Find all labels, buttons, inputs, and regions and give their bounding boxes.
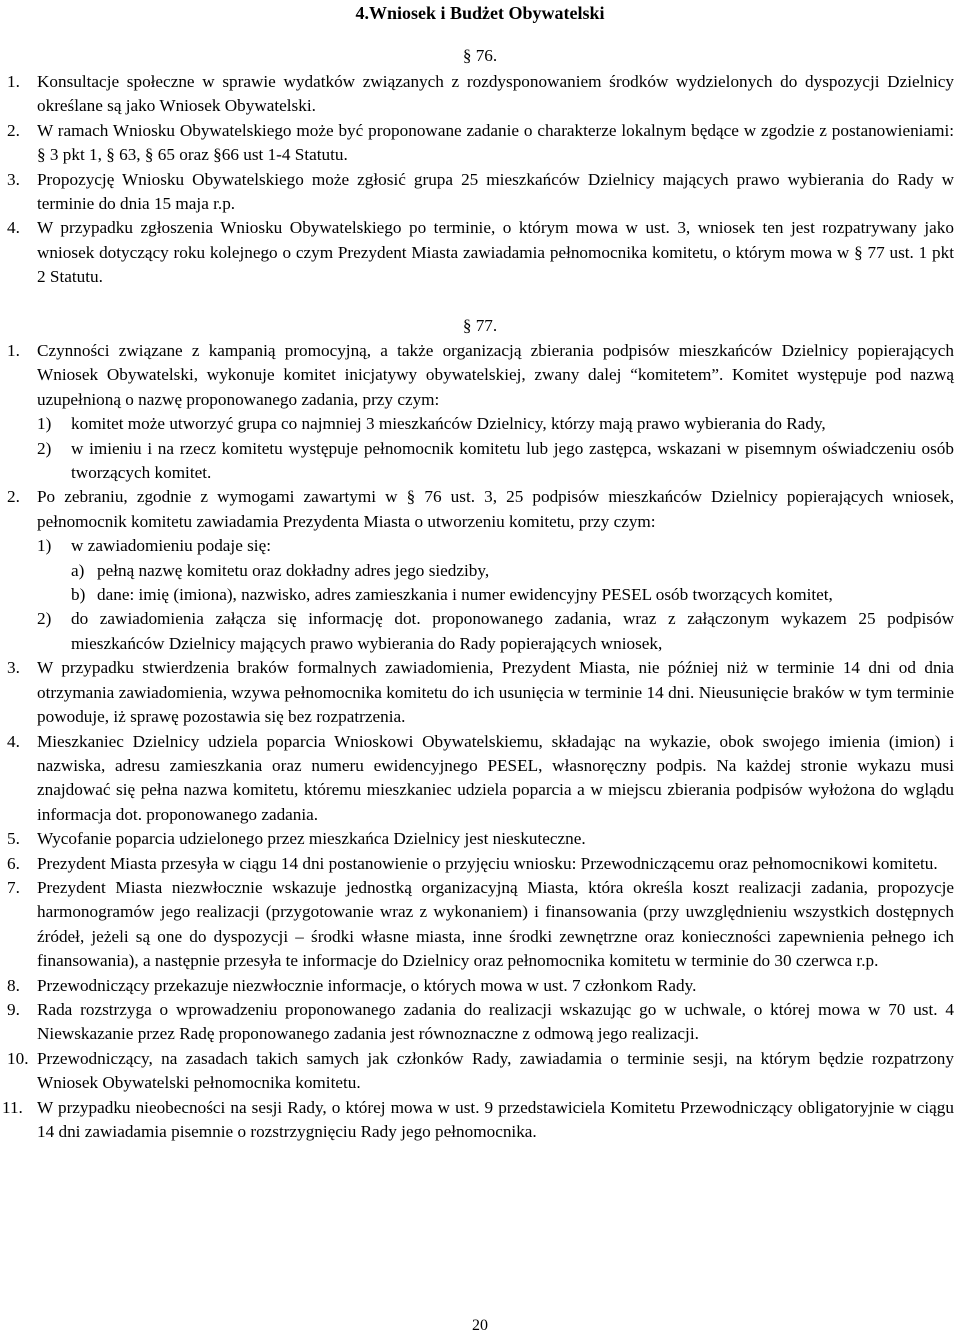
article-76-item — [0, 119, 960, 168]
item-text: Prezydent Miasta niezwłocznie wskazuje jednostką organizacyjną Miasta, która określa koszt realizacji zadania, propozycje harmonogramów jego realizacji (przygotowanie wraz z wykonaniem) i finansowania (przy uwzględnieniu wszystkich dostępnych źródeł, jeżeli są one do dyspozycji – środki własne miasta, inne środki zewnętrzne oraz konieczności zapewnienia pełnego ich finansowania), a następnie przesyła te informacje do Dzielnicy oraz pełnomocnika komitetu w terminie do 30 czerwca r.p. — [37, 877, 954, 971]
article-76-item — [0, 216, 960, 289]
article-77-item — [0, 656, 960, 729]
subitem-text: w imieniu i na rzecz komitetu występuje pełnomocnik komitetu lub jego zastępca, wskazani w pisemnym oświadczeniu osób tworzących komitet. — [71, 438, 954, 483]
article-77-subitem — [0, 534, 960, 558]
subitem-text: komitet może utworzyć grupa co najmniej 3 mieszkańców Dzielnicy, którzy mają prawo wybierania do Rady, — [71, 414, 826, 434]
item-text: Konsultacje społeczne w sprawie wydatków związanych z rozdysponowaniem środków wydzielonych do dyspozycji Dzielnicy określane są jako Wniosek Obywatelski. — [37, 72, 954, 116]
item-text: Mieszkaniec Dzielnicy udziela poparcia Wnioskowi Obywatelskiemu, składając na wykazie, obok swojego imienia (imion) i nazwiska, adresu zamieszkania oraz numeru ewidencyjnego PESEL, własnoręczny podpis. Na każdej stronie wykazu musi znajdować się pełna nazwa komitetu, któremu mieszkaniec udziela poparcia a w miejscu zbierania podpisów wyłożona do wglądu informacja dot. proponowanego zadania. — [37, 731, 954, 824]
article-77-item — [0, 339, 960, 412]
item-number: 11. — [2, 1097, 23, 1117]
article-77-subitem — [0, 437, 960, 486]
letter-item-label: a) — [71, 560, 85, 580]
item-text: Przewodniczący, na zasadach takich samych jak członków Rady, zawiadamia o terminie sesji, na którym będzie rozpatrzony Wniosek Obywatelski pełnomocnika komitetu. — [37, 1048, 954, 1093]
article-77-item — [0, 852, 960, 876]
article-76-item — [0, 70, 960, 119]
subitem-text: do zawiadomienia załącza się informację dot. proponowanego zadania, wraz z załączonym wykazem 25 podpisów mieszkańców Dzielnicy mających prawo wybierania do Rady popierających wniosek, — [71, 609, 954, 653]
item-number: 1. — [7, 72, 20, 91]
item-number: 1. — [7, 341, 20, 360]
item-number: 2. — [7, 487, 20, 507]
item-number: 6. — [7, 853, 20, 873]
subitem-text: w zawiadomieniu podaje się: — [71, 536, 271, 556]
item-number: 9. — [7, 999, 20, 1019]
article-77-item — [0, 485, 960, 534]
item-number: 4. — [7, 218, 20, 238]
article-76-body — [0, 70, 960, 290]
article-76-title: § 76. — [462, 46, 498, 65]
subitem-number: 2) — [37, 609, 52, 629]
article-77-body — [0, 339, 960, 1144]
item-text: Przewodniczący przekazuje niezwłocznie informacje, o których mowa w ust. 7 członkom Rady. — [37, 975, 697, 995]
letter-item-text: dane: imię (imiona), nazwisko, adres zamieszkania i numer ewidencyjny PESEL osób tworzących komitet, — [97, 585, 833, 605]
item-number: 3. — [7, 658, 20, 678]
article-76-item — [0, 168, 960, 217]
item-number: 5. — [7, 829, 20, 849]
subitem-number: 1) — [37, 414, 52, 434]
article-77-item — [0, 998, 960, 1047]
article-77-subitem — [0, 412, 960, 436]
article-77-item — [0, 1096, 960, 1145]
page-number: 20 — [472, 1317, 488, 1334]
section-heading: 4.Wniosek i Budżet Obywatelski — [355, 3, 605, 23]
subitem-number: 1) — [37, 536, 52, 556]
item-text: Propozycję Wniosku Obywatelskiego może zgłosić grupa 25 mieszkańców Dzielnicy mających prawo wybierania do Rady w terminie do dnia 15 maja r.p. — [37, 169, 954, 214]
subitem-number: 2) — [37, 438, 52, 458]
item-text: W ramach Wniosku Obywatelskiego może być proponowane zadanie o charakterze lokalnym będące w zgodzie z postanowieniami: § 3 pkt 1, § 63, § 65 oraz §66 ust 1-4 Statutu. — [37, 120, 954, 165]
item-text: Rada rozstrzyga o wprowadzeniu proponowanego zadania do realizacji wskazując go w uchwale, o której mowa w 70 ust. 4 Niewskazanie przez Radę proponowanego zadania jest równoznaczne z odmową jego realizacji. — [37, 999, 954, 1044]
item-text: Wycofanie poparcia udzielonego przez mieszkańca Dzielnicy jest nieskuteczne. — [37, 829, 586, 849]
item-text: Prezydent Miasta przesyła w ciągu 14 dni postanowienie o przyjęciu wniosku: Przewodniczącemu oraz pełnomocnikowi komitetu. — [37, 853, 938, 873]
item-text: Po zebraniu, zgodnie z wymogami zawartymi w § 76 ust. 3, 25 podpisów mieszkańców Dzielnicy popierających wniosek, pełnomocnik komitetu zawiadamia Prezydenta Miasta o utworzeniu komitetu, przy czym: — [37, 487, 954, 531]
article-77-title: § 77. — [462, 316, 498, 335]
item-number: 3. — [7, 169, 20, 189]
letter-item-text: pełną nazwę komitetu oraz dokładny adres jego siedziby, — [97, 560, 490, 580]
item-text: W przypadku zgłoszenia Wniosku Obywatelskiego po terminie, o którym mowa w ust. 3, wniosek ten jest rozpatrywany jako wniosek dotyczący roku kolejnego o czym Prezydent Miasta zawiadamia pełnomocnika komitetu, o którym mowa w § 77 ust. 1 pkt 2 Statutu. — [37, 218, 954, 287]
article-77-item — [0, 827, 960, 851]
article-77-subitem — [0, 607, 960, 656]
item-number: 7. — [7, 877, 20, 897]
letter-item-label: b) — [71, 585, 86, 605]
article-77-item — [0, 730, 960, 828]
item-number: 2. — [7, 120, 20, 140]
item-text: Czynności związane z kampanią promocyjną, a także organizacją zbierania podpisów mieszkańców Dzielnicy popierających Wniosek Obywatelski, wykonuje komitet inicjatywy obywatelskiej, zwany dalej “komitetem”. Komitet występuje pod nazwą uzupełnioną o nazwę proponowanego zadania, przy czym: — [37, 341, 954, 409]
article-77-item — [0, 876, 960, 974]
item-number: 8. — [7, 975, 20, 995]
item-number: 10. — [7, 1048, 29, 1068]
article-77-letter-item — [0, 559, 960, 583]
article-77-item — [0, 974, 960, 998]
item-number: 4. — [7, 731, 20, 751]
article-77-letter-item — [0, 583, 960, 607]
item-text: W przypadku stwierdzenia braków formalnych zawiadomienia, Prezydent Miasta, nie później niż w terminie 14 dni od dnia otrzymania zawiadomienia, wzywa pełnomocnika komitetu do ich usunięcia w terminie 14 dni. Nieusunięcie braków w tym terminie powoduje, iż sprawę pozostawia się bez rozpatrzenia. — [37, 658, 954, 727]
article-77-item — [0, 1047, 960, 1096]
item-text: W przypadku nieobecności na sesji Rady, o której mowa w ust. 9 przedstawiciela Komitetu Przewodniczący obligatoryjnie w ciągu 14 dni zawiadamia pisemnie o rozstrzygnięciu Rady jego pełnomocnika. — [37, 1097, 954, 1141]
